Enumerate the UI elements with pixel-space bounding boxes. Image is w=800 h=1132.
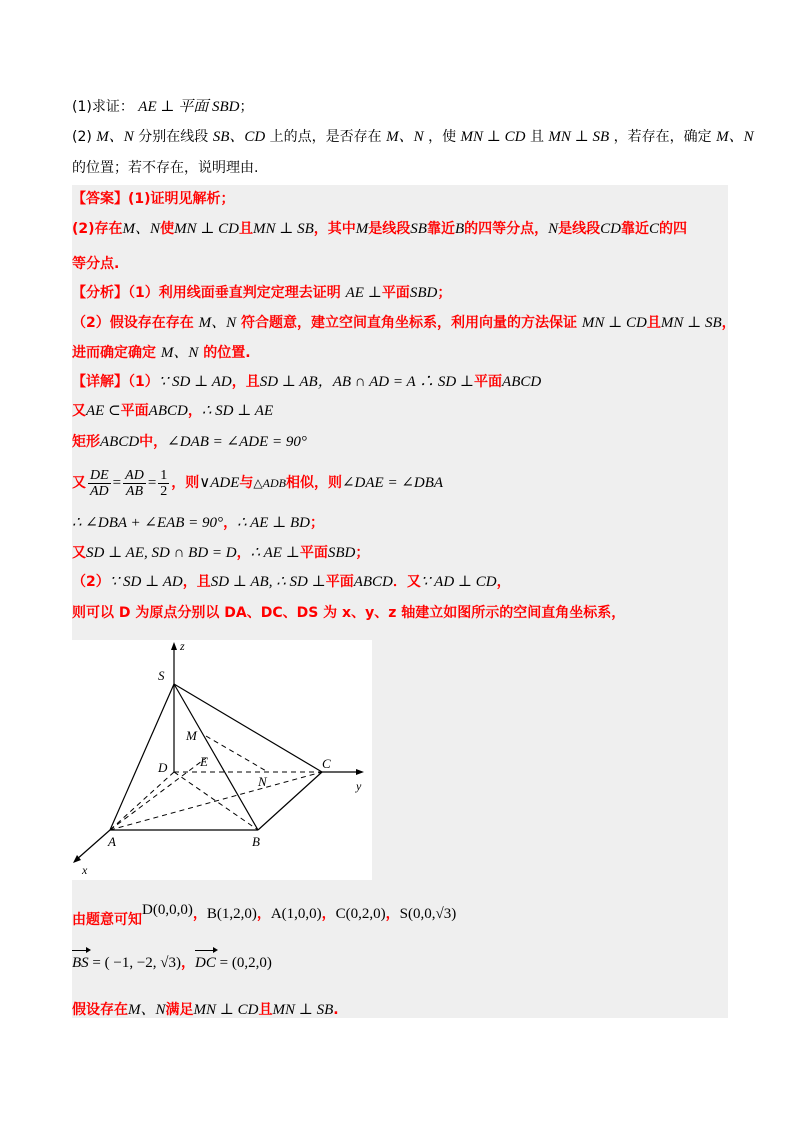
pyramid-diagram <box>72 640 372 880</box>
vector-dc: DC <box>195 955 216 971</box>
de-math: AE ⊂ <box>86 403 121 419</box>
label-m: M <box>186 728 197 743</box>
de-text: ．又 <box>392 574 421 590</box>
edge-bc <box>258 772 322 830</box>
co-text: 假设存在 <box>72 1002 128 1018</box>
ans-math: M、N <box>122 221 161 237</box>
label-c: C <box>322 756 331 771</box>
de-math: ∵ SD ⊥ AD <box>109 574 183 590</box>
de-math: ∵ SD ⊥ AD <box>158 374 232 390</box>
co-text: 满足 <box>165 1002 194 1018</box>
de-text: ， <box>236 545 251 561</box>
label-z: z <box>180 640 185 653</box>
an-text: 且 <box>646 315 661 331</box>
de-math: SBD <box>327 545 356 561</box>
ans-text: 的四 <box>659 221 688 237</box>
edge-sb <box>174 684 258 830</box>
de-math: ∴ ∠DBA + ∠EAB = 90° <box>72 515 224 531</box>
answer-line-1: 【答案】(1)证明见解析； <box>72 191 235 207</box>
detail-line-4 <box>72 466 443 500</box>
de-text: 平面 <box>299 545 328 561</box>
de-math: ABCD <box>148 403 188 419</box>
coords-line-2 <box>72 953 272 973</box>
de-text: （2） <box>72 574 110 590</box>
ans-math: SB <box>410 221 427 237</box>
z-axis-arrow <box>171 642 177 650</box>
de-math: ∴ AE ⊥ BD <box>237 515 311 531</box>
q2-text: ，使 <box>423 129 461 145</box>
co-text: 且 <box>258 1002 273 1018</box>
analysis-line-1 <box>72 283 451 303</box>
co-math: = ( −1, −2, √3) <box>88 955 182 971</box>
fraction-1-2 <box>158 468 169 499</box>
q1-end: ； <box>239 99 254 115</box>
detail-line-2 <box>72 401 273 421</box>
de-text: ，则 <box>171 475 200 491</box>
de-text: ； <box>310 515 325 531</box>
label-x: x <box>82 863 88 877</box>
de-math: ∴ AE ⊥ <box>250 545 300 561</box>
detail-line-1 <box>72 372 541 392</box>
an-text: 符合题意，建立空间直角坐标系，利用向量的方法保证 <box>236 315 582 331</box>
ans-text: 且 <box>239 221 254 237</box>
de-math: SD ⊥ AB，AB ∩ AD = A ∴ SD ⊥ <box>259 374 475 390</box>
question-2-line-1 <box>72 127 754 147</box>
de-math: = <box>147 475 157 491</box>
de-math: ABCD <box>353 574 393 590</box>
question-2-line-2: 的位置；若不存在，说明理由. <box>72 160 259 176</box>
de-text: 平面 <box>474 374 503 390</box>
solution-background <box>72 185 728 1018</box>
de-text: 矩形 <box>72 434 100 450</box>
an-text: 进而确定确定 <box>72 345 161 361</box>
q2-math: M、N <box>716 129 754 145</box>
detail-line-5 <box>72 513 324 533</box>
de-text: 平面 <box>325 574 354 590</box>
ans-math: C <box>649 221 660 237</box>
de-text: 平面 <box>120 403 149 419</box>
de-text: ， <box>187 403 202 419</box>
co-text: ， <box>192 906 207 922</box>
frac-num: AD <box>125 467 144 483</box>
detail-line-6 <box>72 543 369 563</box>
de-text: ； <box>355 545 370 561</box>
de-math: △ADB <box>253 476 286 490</box>
frac-den: 2 <box>160 483 168 499</box>
de-math: SD ⊥ AE, SD ∩ BD = D <box>86 545 237 561</box>
co-math: MN ⊥ CD <box>193 1002 259 1018</box>
label-b: B <box>252 834 260 849</box>
frac-num: 1 <box>160 467 168 483</box>
an-text: 的位置. <box>198 345 251 361</box>
co-math: = (0,2,0) <box>215 955 272 971</box>
answer-line-3: 等分点. <box>72 256 120 272</box>
q2-text: 上的点，是否存在 <box>265 129 387 145</box>
fraction-de-ad <box>88 468 111 499</box>
question-1 <box>72 97 253 117</box>
ans-text: 靠近 <box>426 221 455 237</box>
q2-text: ，若存在，确定 <box>609 129 717 145</box>
detail-line-3 <box>72 432 307 452</box>
an-text: ； <box>437 285 452 301</box>
ans-text: (2)存在 <box>72 221 123 237</box>
de-math: ∠DAE = ∠DBA <box>341 475 444 491</box>
ans-math: MN ⊥ SB <box>253 221 314 237</box>
co-text: ， <box>256 906 271 922</box>
label-a: A <box>108 834 116 849</box>
analysis-line-2 <box>72 313 736 333</box>
co-text: ， <box>385 906 400 922</box>
de-math: ABCD <box>100 434 140 450</box>
ans-math: M <box>355 221 369 237</box>
an-math: SBD <box>409 285 438 301</box>
co-math: MN ⊥ SB <box>272 1002 334 1018</box>
an-math: MN ⊥ SB <box>660 315 722 331</box>
co-text: ， <box>181 955 196 971</box>
co-math: D(0,0,0) <box>142 902 193 918</box>
ans-text: 是线段 <box>368 221 411 237</box>
coords-line-3 <box>72 1000 339 1020</box>
edge-mn <box>206 736 268 772</box>
de-text: 与 <box>239 475 254 491</box>
q2-math: M、N <box>386 129 424 145</box>
co-math: C(0,2,0) <box>335 906 386 922</box>
ans-text: ，其中 <box>313 221 356 237</box>
analysis-line-3 <box>72 343 251 363</box>
co-math: A(1,0,0) <box>270 906 322 922</box>
q2-math: MN ⊥ CD <box>460 129 526 145</box>
co-text: . <box>333 1002 339 1018</box>
an-math: MN ⊥ CD <box>581 315 647 331</box>
ans-text: 使 <box>160 221 175 237</box>
answer-line-2 <box>72 219 687 239</box>
de-math: ∴ SD ⊥ AE <box>201 403 274 419</box>
an-math: AE ⊥ <box>345 285 382 301</box>
frac-num: DE <box>90 467 109 483</box>
co-text: ， <box>321 906 336 922</box>
detail-line-8: 则可以 D 为原点分别以 DA、DC、DS 为 x、y、z 轴建立如图所示的空间直角坐标系， <box>72 605 626 621</box>
edge-sa <box>110 684 174 830</box>
an-math: M、N <box>198 315 237 331</box>
q2-math: SB、CD <box>212 129 266 145</box>
co-math: S(0,0,√3) <box>399 906 457 922</box>
q1-math: AE ⊥ 平面 SBD <box>138 99 240 115</box>
vector-bs: BS <box>72 955 89 971</box>
detail-line-7 <box>72 572 511 592</box>
pyramid-figure <box>72 640 372 880</box>
ans-math: N <box>548 221 559 237</box>
de-text: ，且 <box>231 374 260 390</box>
de-text: 又 <box>72 545 86 561</box>
de-math: SD ⊥ AB, ∴ SD ⊥ <box>210 574 326 590</box>
an-text: 平面 <box>381 285 410 301</box>
de-math: ∵ AD ⊥ CD <box>420 574 497 590</box>
an-text: （2）假设存在存在 <box>72 315 199 331</box>
de-text: 又 <box>72 403 86 419</box>
ans-math: MN ⊥ CD <box>174 221 240 237</box>
de-text: 【详解】（1） <box>72 374 159 390</box>
ans-text: 是线段 <box>558 221 601 237</box>
de-text: 中， <box>139 434 168 450</box>
q2-math: M、N <box>96 129 134 145</box>
label-d: D <box>158 760 168 775</box>
de-math: ABCD <box>502 374 542 390</box>
co-math: B(1,2,0) <box>206 906 257 922</box>
label-n: N <box>258 774 267 789</box>
co-math: M、N <box>128 1002 166 1018</box>
co-text: 由题意可知 <box>72 912 142 928</box>
edge-da <box>110 772 174 830</box>
de-text: ， <box>223 515 238 531</box>
frac-den: AD <box>90 483 109 499</box>
ans-math: CD <box>600 221 621 237</box>
q2-text: 分别在线段 <box>133 129 213 145</box>
an-text: 【分析】（1）利用线面垂直判定定理去证明 <box>72 285 346 301</box>
de-math: ∠DAB = ∠ADE = 90° <box>167 434 307 450</box>
de-text: ，且 <box>182 574 211 590</box>
x-axis <box>76 830 110 860</box>
coords-line-1 <box>72 902 457 928</box>
label-e: E <box>200 754 208 769</box>
de-math: ∨ADE <box>199 475 240 491</box>
y-axis-arrow <box>356 769 364 775</box>
q2-math: MN ⊥ SB <box>548 129 610 145</box>
ans-math: B <box>454 221 465 237</box>
de-math: = <box>112 475 122 491</box>
label-s: S <box>158 668 165 683</box>
label-y: y <box>356 779 362 793</box>
q2-text: (2) <box>72 129 97 145</box>
an-math: M、N <box>160 345 199 361</box>
ans-text: 靠近 <box>621 221 649 237</box>
an-text: ， <box>721 315 736 331</box>
q2-text: 且 <box>525 129 549 145</box>
de-text: 又 <box>72 475 86 491</box>
fraction-ad-ab <box>123 468 146 499</box>
ans-text: 的四等分点， <box>464 221 549 237</box>
de-text: ， <box>496 574 511 590</box>
q1-label: (1)求证： <box>72 99 134 115</box>
de-text: 相似，则 <box>285 475 342 491</box>
frac-den: AB <box>125 483 144 499</box>
